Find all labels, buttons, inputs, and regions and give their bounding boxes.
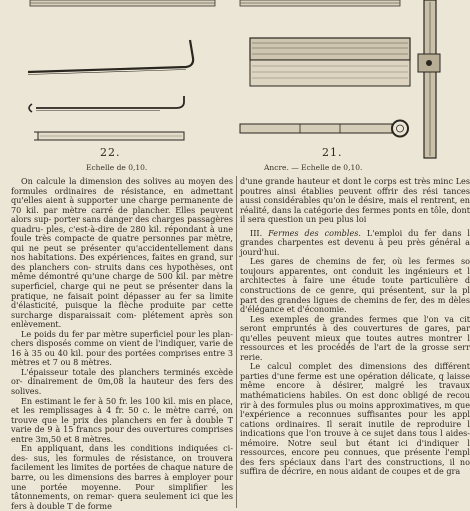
paragraph xyxy=(11,368,233,397)
text-line: L'épaisseur totale des planchers terminés excède or- xyxy=(11,366,233,387)
text-line: parties d'une ferme est une opération délicate, q xyxy=(240,370,444,381)
text-line: Les exemples de grandes fermes que l'on va cit xyxy=(250,313,470,324)
text-line: porter sans danger des charges passagères quadru- xyxy=(11,214,234,234)
text-line: des fers spéciaux dans l'art des constructions, il no xyxy=(240,456,470,467)
left-column xyxy=(11,177,233,511)
text-line: compacte de quatre personnes par mètre, qui ne peut xyxy=(11,233,233,253)
text-line: constructions de ce genre, qui présentent, sur la pl xyxy=(240,285,470,296)
text-line: trouve que le prix des planchers en fer à double T varie xyxy=(11,414,233,435)
text-line: aides-mémoire. Notre seul but étant ici d'indiquer l xyxy=(240,428,470,448)
text-line: laisse même encore à désirer, malgré les travaux xyxy=(240,370,470,391)
right-column xyxy=(240,177,470,477)
paragraph xyxy=(11,397,233,445)
section-title: Fermes des combles. xyxy=(268,227,361,238)
text-line: On calcule la dimension des solives au moyen des xyxy=(21,176,233,186)
fig22-flat-bar xyxy=(34,132,184,140)
text-line: formules ordinaires de résistance, en admettant qu'elles xyxy=(11,185,233,206)
text-line: Le calcul complet des dimensions des différent xyxy=(250,361,470,372)
text-line: jourd'hui. xyxy=(240,246,280,257)
paragraph xyxy=(11,330,233,368)
paragraph xyxy=(240,257,470,314)
text-line: En appliquant, dans les conditions indiquées ci-des- xyxy=(11,443,233,463)
text-line: part des grandes ligues de chemins de fer, des m xyxy=(240,294,446,305)
text-line: dinairement de 0m,08 la hauteur des fers des solives. xyxy=(11,376,234,397)
text-line: plétement après son enlèvement. xyxy=(11,309,233,330)
text-line: rentrent, en réalité, dans la catégorie des fermes xyxy=(240,195,470,215)
text-line: rir à des formules plus ou moins approximatives, m xyxy=(240,399,453,410)
text-line: suffira de décrire, en nous aidant de coupes et de gra xyxy=(240,466,461,477)
text-line: tances aussi considérables qu'on le désire, mais el xyxy=(240,185,470,206)
section-heading-paragraph xyxy=(240,229,470,258)
text-line: ressources, encore peu connues, que présente l'empl xyxy=(240,447,470,458)
figures-area xyxy=(0,0,458,178)
text-line: En estimant le fer à 50 fr. les 100 kil. mis en place, xyxy=(21,395,233,406)
text-line: d'une grande hauteur et dont le corps est très minc xyxy=(240,176,453,186)
text-line: les dimensions des barres à employer pour une portée xyxy=(11,471,234,492)
paragraph xyxy=(11,177,233,330)
text-line: que l'expérience a reconnues suffisantes pour les appl xyxy=(240,399,470,420)
figure-21-number: 21. xyxy=(322,146,343,159)
text-line: moyenne. Pour simplifier les tâtonnements, on remar- xyxy=(11,481,234,502)
text-line: ples, c'est-à-dire de 280 kil. répondant à une foule très xyxy=(11,223,233,244)
text-line: indications que l'on trouve à ce sujet dans tous l xyxy=(240,428,443,439)
figure-22-number: 22. xyxy=(100,146,121,159)
text-line: ne peut se présenter dans la pratique, ne faisait xyxy=(11,281,233,301)
text-line: point dépasser au fer sa limite d'élasticité, puisque la xyxy=(11,290,233,311)
text-line: chers disposés comme on vient de l'indiquer, varie de xyxy=(11,338,233,349)
text-line: qu'elles peuvent mieux que toutes autres montrer l xyxy=(240,332,470,343)
text-line: flèche produite par cette surcharge disparaissait com- xyxy=(11,300,233,320)
text-line: seront empruntés à des couvertures de gares, par xyxy=(240,323,470,334)
text-line: 3m,50 et 8 mètres. xyxy=(35,433,114,444)
fig21-bolt xyxy=(240,121,408,137)
text-line: Le poids du fer par mètre superficiel pour les plan- xyxy=(21,328,233,339)
text-line: L'emploi du fer dans l xyxy=(366,227,470,238)
paragraph xyxy=(11,444,233,511)
section-number: III. xyxy=(250,227,263,238)
text-line: se présenter qu'accidentellement dans nos habitations. xyxy=(11,242,233,263)
text-line: toujours apparentes, ont conduit les ingénieurs et l xyxy=(240,265,470,276)
text-line: Les poutres ainsi établies peuvent offrir des rési xyxy=(240,176,470,196)
text-line: ressources et les procédés de l'art de la grosse serr xyxy=(240,342,470,353)
text-line: Des expériences, faites en grand, sur des planchers con- xyxy=(11,252,233,272)
text-line: et les remplissages à 4 fr. 50 c. le mètre carré, on xyxy=(11,405,233,416)
paragraph xyxy=(240,362,470,477)
text-line: 3 mètres et 7 ou 8 mètres. xyxy=(11,347,234,368)
text-line: les limites de portées de chaque nature de barre, ou xyxy=(11,462,233,482)
text-line: Les gares de chemins de fer, où les fermes so xyxy=(250,256,470,267)
paragraph xyxy=(240,315,470,363)
text-line: sus, les formules de résistance, on trouvera facilement xyxy=(11,452,234,473)
text-line: rerie. xyxy=(240,351,263,362)
text-line: dèles d'élégance et d'économie. xyxy=(240,294,470,315)
text-line: architectes à faire une étude toute particulière d xyxy=(240,275,470,286)
text-line: struits dans ces hypothèses, ont même démontré qu'une xyxy=(11,261,233,282)
engraving-figures xyxy=(0,0,458,178)
text-line: charge de 500 kil. par mètre superficiel, charge qui xyxy=(11,271,233,292)
text-line: par mètre carré de plancher. Elles peuvent alors sup- xyxy=(11,204,233,225)
text-line: quera seulement ici que les fers à double T de forme xyxy=(11,491,233,511)
paragraph xyxy=(240,177,470,225)
fig21-anchor-bar xyxy=(418,0,440,158)
figure-22-scale: Echelle de 0,10. xyxy=(86,163,148,172)
text-line: grandes charpentes est devenu à peu près général a xyxy=(240,237,470,248)
text-line: 16 à 35 ou 40 kil. pour des portées comprises entre xyxy=(11,347,226,358)
text-line: de 9 à 15 francs pour des ouvertures comprises entre xyxy=(11,424,233,444)
fig21-anchor-plate xyxy=(250,38,410,86)
text-line: cations ordinaires. Il serait inutile de reproduire l xyxy=(240,418,470,429)
top-ornament xyxy=(30,0,400,6)
text-line: mathématiciens habiles. On est donc obligé de recou xyxy=(240,390,470,401)
figure-21-scale: Ancre. — Echelle de 0,10. xyxy=(264,163,363,172)
column-divider xyxy=(236,176,237,508)
fig22-hook-rod-lower xyxy=(29,96,184,112)
text-line: aient à supporter une charge permanente de 70 kil. xyxy=(11,195,233,215)
fig22-hook-rod-upper xyxy=(28,40,193,75)
text-line: ponts en tôle, dont il sera question un peu plus loi xyxy=(240,204,470,225)
